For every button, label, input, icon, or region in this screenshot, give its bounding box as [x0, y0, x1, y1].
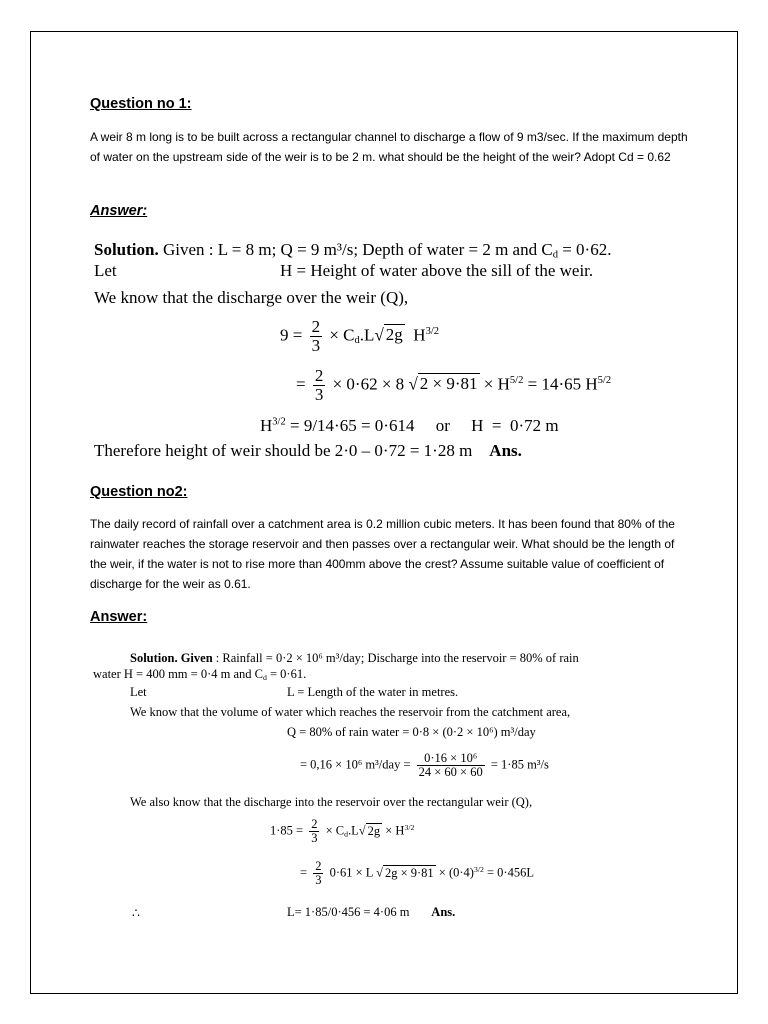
let-label-2: Let	[130, 685, 147, 699]
let-definition-2: L = Length of the water in metres.	[287, 685, 459, 699]
question-2-text: The daily record of rainfall over a catchment area is 0.2 million cubic meters. It has been found that 80% of the rainwater reaches the storage reservoir and then passes over a rectangular weir. What should be the length of the weir, if the water is not to rise more than 400mm above the crest? Assume suitable value of coefficient of discharge for the weir as 0.61.	[90, 517, 675, 591]
equation-2-2: = $\frac{2}{3}$ 0·61 × L √ $2g \times 9\cdot 81 \times (0\cdot 4)^{3/2} = 0\cdot 456L$	[300, 859, 534, 888]
equation-1-1: 9 = $\frac{2}{3}$ × $C_d.L√$ 2g $H^{3/2}$	[280, 317, 440, 355]
question-2-heading: Question no2:	[90, 484, 188, 500]
question-1-text: A weir 8 m long is to be built across a rectangular channel to discharge a flow of 9 m3/sec. If the maximum depth of water on the upstream side of the weir is to be 2 m. what should be the height of the weir? Adopt Cd = 0.62	[90, 130, 688, 164]
therefore-symbol: ∴	[132, 906, 140, 920]
know-statement-2b: We also know that the discharge into the reservoir over the rectangular weir (Q),	[130, 795, 533, 809]
know-statement-1: We know that the discharge over the weir (Q),	[94, 288, 409, 307]
equation-1-3: $H^{3/2} = 9/14\cdot 65 = 0\cdot 614$ or H = 0·72 m	[260, 416, 559, 435]
page-border	[30, 31, 738, 994]
solution-2-given: Solution. Given : Rainfall = 0·2 × 10⁶ m³/day; Discharge into the reservoir = 80% of rain	[130, 651, 579, 665]
flow-line-1: Q = 80% of rain water = 0·8 × (0·2 × 10⁶) m³/day	[287, 725, 536, 739]
equation-2-1: 1·85 = $\frac{2}{3}$ × $C_d.L√$ $2g \times H^{3/2}$	[270, 817, 415, 846]
solution-1-given: Solution. Given : L = 8 m; Q = 9 m³/s; Depth of water = 2 m and $C_d = 0\cdot 62$.	[94, 240, 612, 261]
solution-2-given-line2: water H = 400 mm = 0·4 m and $C_d = 0\cdot 61$.	[93, 667, 307, 682]
flow-line-2: = 0,16 × 10⁶ m³/day = $\frac{\text{0·16 × 10⁶}}{24 \times 60 \times 60}$ = 1·85 m³/s	[300, 751, 549, 780]
question-1-heading: Question no 1:	[90, 96, 192, 112]
let-label-1: Let	[94, 261, 117, 280]
know-statement-2a: We know that the volume of water which reaches the reservoir from the catchment area,	[130, 705, 571, 719]
final-answer-2: L= 1·85/0·456 = 4·06 m Ans.	[287, 905, 456, 919]
final-answer-1: Therefore height of weir should be 2·0 – 0·72 = 1·28 m Ans.	[94, 441, 522, 460]
equation-1-2: = $\frac{2}{3}$ × 0·62 × 8 √ $2 \times 9\cdot 81 \times H^{5/2} = 14\cdot 65$ $H^{5/2}$	[296, 366, 612, 404]
answer-1-heading: Answer:	[90, 203, 148, 219]
let-definition-1: H = Height of water above the sill of the weir.	[280, 261, 594, 280]
answer-2-heading: Answer:	[90, 609, 148, 625]
